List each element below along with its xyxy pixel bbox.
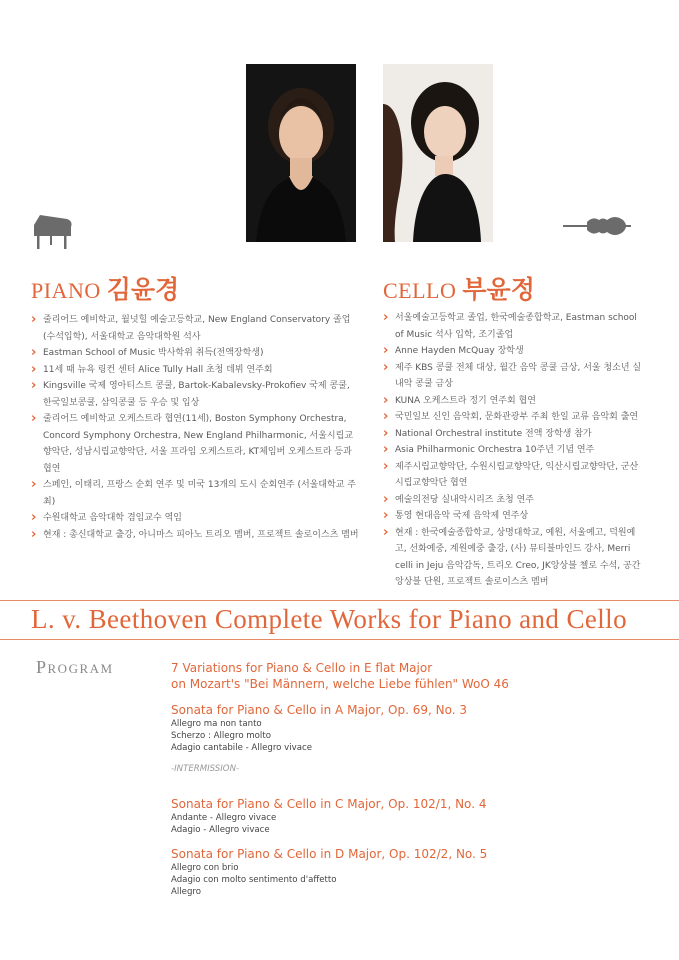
program-piece [171,846,641,898]
intermission-label: -INTERMISSION- [171,764,240,774]
bio-item: › KUNA 오케스트라 정기 연주회 협연 [383,393,645,410]
program-list [171,660,641,908]
bio-item: › 현재 : 총신대학교 출강, 아니마스 피아노 트리오 멤버, 프로젝트 솔로이스츠 멤버 [31,527,361,544]
grand-piano-icon [31,211,75,251]
bio-item: › 수원대학교 음악대학 겸임교수 역임 [31,510,361,527]
pianist-photo [246,64,356,242]
bio-item: › 제주시립교향악단, 수원시립교향악단, 익산시립교향악단, 군산시립교향악단 협연 [383,459,645,492]
bio-item: › 통영 현대음악 국제 음악제 연주상 [383,508,645,525]
program-piece [171,702,641,754]
bio-item: › 11세 때 뉴욕 링컨 센터 Alice Tully Hall 초청 데뷔 연주회 [31,362,361,379]
cello-role-label: CELLO [383,278,457,303]
bio-item: › 줄리어드 예비학교, 월넛힐 예술고등학교, New England Conservatory 졸업(수석입학), 서울대학교 음악대학원 석사 [31,312,361,345]
piece-title: on Mozart's "Bei Männern, welche Liebe fühlen" WoO 46 [171,677,509,691]
piece-title: Sonata for Piano & Cello in C Major, Op. 102/1, No. 4 [171,797,487,811]
cellist-name: 부윤정 [462,275,535,304]
bio-item: › 제주 KBS 콩쿨 전체 대상, 월간 음악 콩쿨 금상, 서울 청소년 실내악 콩쿨 금상 [383,360,645,393]
piece-title: Sonata for Piano & Cello in A Major, Op. 69, No. 3 [171,703,467,717]
movement: Allegro ma non tanto [171,719,262,729]
bio-item: › 국민일보 신인 음악회, 문화관광부 주최 한일 교류 음악회 출연 [383,409,645,426]
bio-item: › 스페인, 이태리, 프랑스 순회 연주 및 미국 13개의 도시 순회연주 (서울대학교 주최) [31,477,361,510]
concert-title: L. v. Beethoven Complete Works for Piano and Cello [31,604,627,634]
movement: Adagio - Allegro vivace [171,825,270,835]
program-piece [171,796,641,836]
bio-item: › Kingsville 국제 영아티스트 콩쿨, Bartok-Kabalevsky-Prokofiev 국제 콩쿨, 한국일보콩쿨, 삼익콩쿨 등 우승 및 입상 [31,378,361,411]
program-piece [171,660,641,692]
bio-item: › 예술의전당 실내악시리즈 초청 연주 [383,492,645,509]
title-top-rule [0,600,679,601]
bio-item: › Asia Philharmonic Orchestra 10주년 기념 연주 [383,442,645,459]
bio-item: › 서울예술고등학교 졸업, 한국예술종합학교, Eastman school of Music 석사 입학, 조기졸업 [383,310,645,343]
bio-item: › Anne Hayden McQuay 장학생 [383,343,645,360]
cello-heading [383,270,535,306]
bio-item: › 줄리어드 예비학교 오케스트라 협연(11세), Boston Symphony Orchestra, Concord Symphony Orchestra, New England Philharmonic, 서울시립교향악단, 성남시립교향악단, 서울 프라임 오케스트라, KT체임버 오케스트라 등과 협연 [31,411,361,477]
program-label: Program [36,657,114,677]
pianist-bio-list [31,312,361,543]
piece-title: Sonata for Piano & Cello in D Major, Op. 102/2, No. 5 [171,847,488,861]
piano-heading [31,270,179,306]
bio-item: › 현재 : 한국예술종합학교, 상명대학교, 예원, 서울예고, 덕원예고, 선화예중, 계원예중 출강, (사) 뮤티블마인드 강사, Merri celli in Jeju 음악감독, 트리오 Creo, JK앙상블 첼로 수석, 공간앙상블 단원, 프로젝트 솔로이스츠 멤버 [383,525,645,591]
movement: Scherzo : Allegro molto [171,731,271,741]
cellist-bio-list [383,310,645,591]
movement: Andante - Allegro vivace [171,813,277,823]
movement: Allegro con brio [171,863,239,873]
piano-role-label: PIANO [31,278,101,303]
piece-title: 7 Variations for Piano & Cello in E flat Major [171,661,433,675]
movement: Adagio con molto sentimento d'affetto [171,875,337,885]
cello-icon [563,214,631,238]
movement: Adagio cantabile - Allegro vivace [171,743,313,753]
cellist-photo [383,64,493,242]
title-bottom-rule [0,639,679,640]
pianist-name: 김윤경 [106,275,180,304]
movement: Allegro [171,887,201,897]
bio-item: › National Orchestral institute 전액 장학생 참가 [383,426,645,443]
bio-item: › Eastman School of Music 박사학위 취득(전액장학생) [31,345,361,362]
